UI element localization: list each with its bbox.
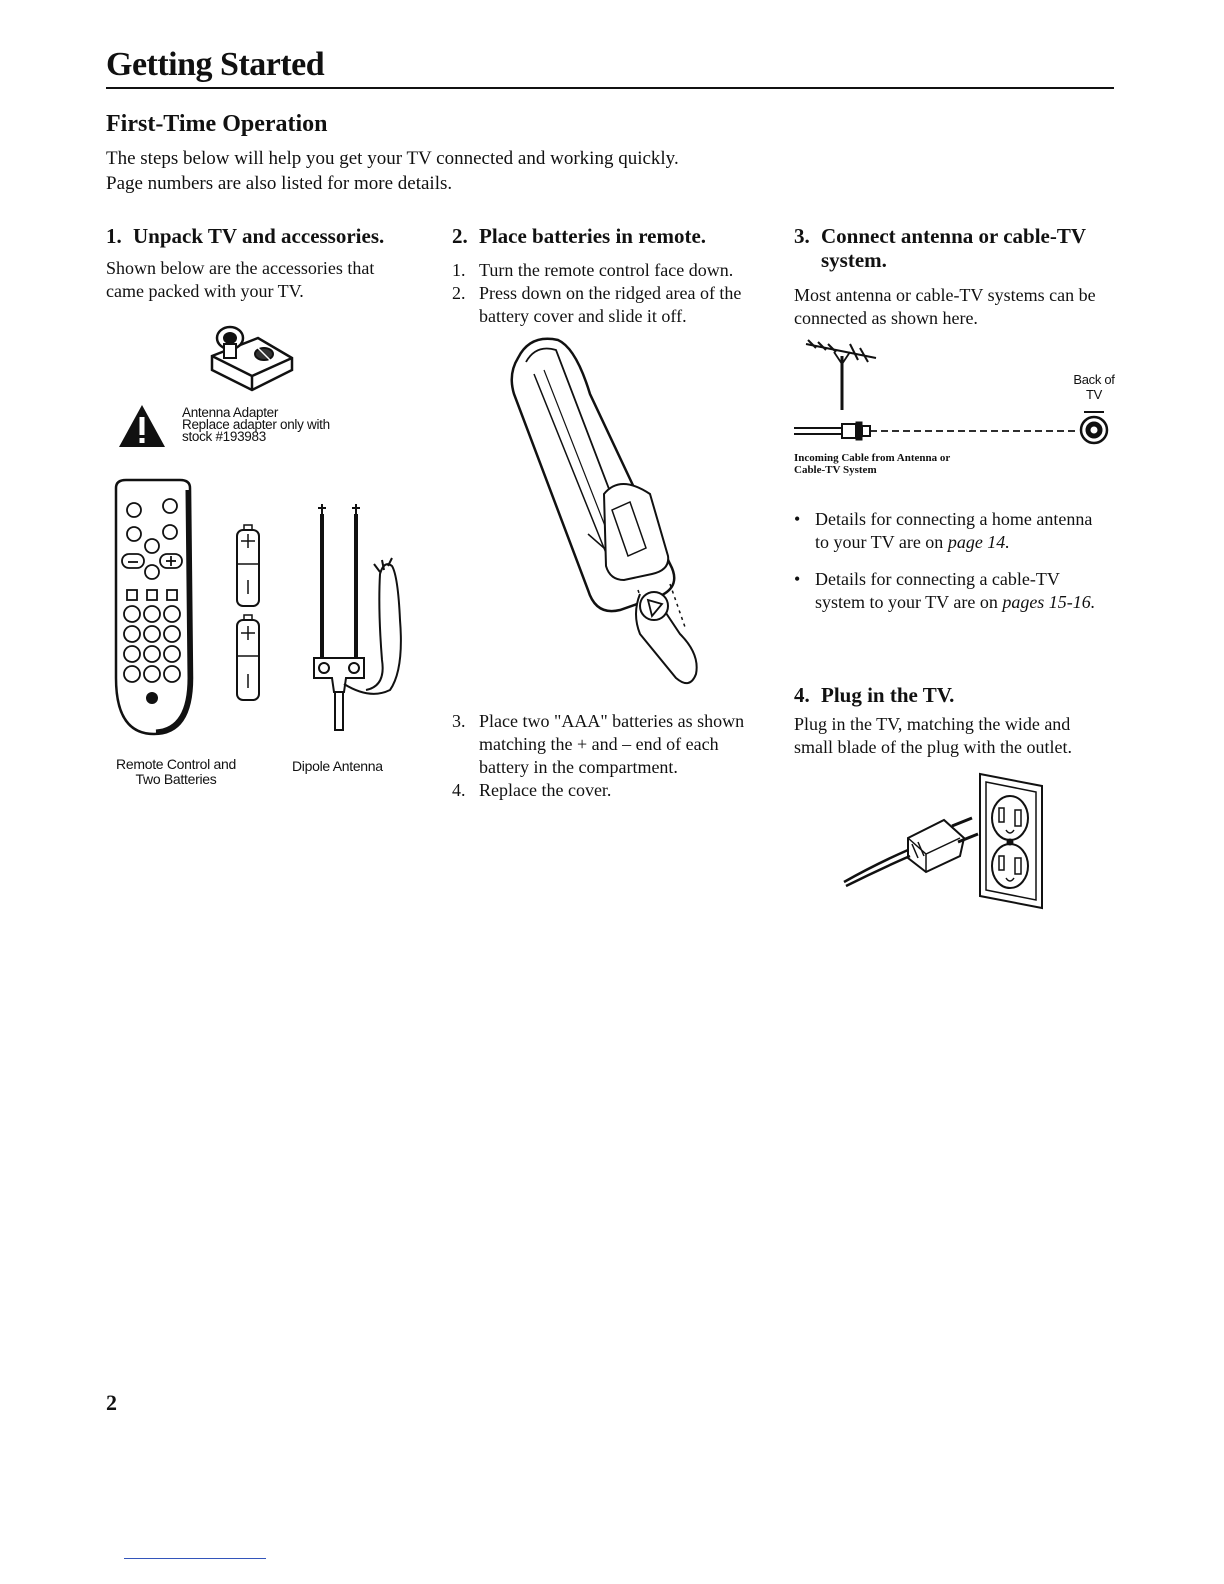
antenna-adapter-icon [200,318,300,393]
step-2-item-3-text: Place two "AAA" batteries as shown matching the + and – end of each battery in the compartment. [479,711,745,777]
step-1-heading [106,224,384,248]
step-3-number: 3. [794,224,810,248]
remote-battery-cover-icon [500,334,720,694]
step-2-number: 2. [452,224,468,248]
step-2-item-2-number: 2. [452,283,466,303]
adapter-caption-title: Antenna Adapter [182,405,279,420]
step-4-number: 4. [794,683,810,707]
battery-icon-2 [234,614,262,704]
dipole-antenna-icon [300,500,412,740]
remote-caption-line-1: Remote Control and [116,756,236,772]
step-2-item-2-text: Press down on the ridged area of the battery cover and slide it off. [479,283,742,326]
step-3-text: Most antenna or cable-TV systems can be connected as shown here. [794,285,1096,328]
back-of-tv-label [1066,372,1122,402]
remote-control-icon [108,478,198,740]
intro-line-1: The steps below will help you get your TV connected and working quickly. [106,148,679,169]
step-1-title: Unpack TV and accessories. [133,224,385,248]
step-1-text: Shown below are the accessories that came packed with your TV. [106,258,375,301]
remote-caption [106,757,246,787]
step-2-list-top [452,259,762,328]
title-rule [106,87,1114,89]
step-3-bullet-2-text: Details for connecting a cable-TV system to your TV are on [815,569,1060,612]
step-4-text: Plug in the TV, matching the wide and small blade of the plug with the outlet. [794,714,1072,757]
step-3-heading [794,224,1114,272]
adapter-caption [182,407,330,443]
incoming-cable-line-2: Cable-TV System [794,464,877,476]
step-3-title-line-2: system. [821,248,887,272]
step-2-list-bottom [452,710,762,802]
step-2-item-4-number: 4. [452,780,466,800]
step-3-bullets [794,508,1110,628]
step-4-title: Plug in the TV. [821,683,955,707]
section-title: First-Time Operation [106,111,328,137]
step-2-item-4-text: Replace the cover. [479,780,612,800]
step-2-item-1-text: Turn the remote control face down. [479,260,734,280]
step-2-item-1 [452,259,762,282]
warning-icon [117,403,167,449]
step-1-number: 1. [106,224,122,248]
step-3-bullet-2-ref: pages 15-16. [1002,592,1096,612]
back-of-tv-line-2: TV [1085,387,1102,402]
step-3-title-line-1: Connect antenna or cable-TV [821,224,1087,248]
page-title: Getting Started [106,46,325,83]
back-of-tv-line-1: Back of [1073,372,1115,387]
step-2-title: Place batteries in remote. [479,224,707,248]
step-2-heading [452,224,706,248]
remote-caption-line-2: Two Batteries [135,771,217,787]
step-2-item-3-number: 3. [452,711,466,731]
incoming-cable-label [794,452,950,476]
step-3-bullet-1: • Details for connecting a home antenna to your TV are on page 14. [794,509,1093,552]
step-3-bullet-2: • Details for connecting a cable-TV system to your TV are on pages 15-16. [794,569,1096,612]
step-3-bullet-1-ref: page 14. [947,532,1010,552]
step-4-heading [794,683,954,707]
step-3-bullet-1-text: Details for connecting a home antenna to your TV are on [815,509,1093,552]
page-number: 2 [106,1390,117,1415]
dipole-caption: Dipole Antenna [292,758,383,774]
step-2-item-2 [452,282,762,328]
battery-icon-1 [234,524,262,610]
plug-outlet-icon [836,772,1046,912]
step-2-item-3 [452,710,762,779]
step-2-item-1-number: 1. [452,260,466,280]
step-2-item-4 [452,779,762,802]
incoming-cable-line-1: Incoming Cable from Antenna or [794,452,951,464]
intro-line-2: Page numbers are also listed for more details. [106,173,453,194]
adapter-caption-line-2: Replace adapter only with [182,417,330,432]
footer-divider [124,1558,266,1559]
adapter-caption-line-3: stock #193983 [182,429,266,444]
